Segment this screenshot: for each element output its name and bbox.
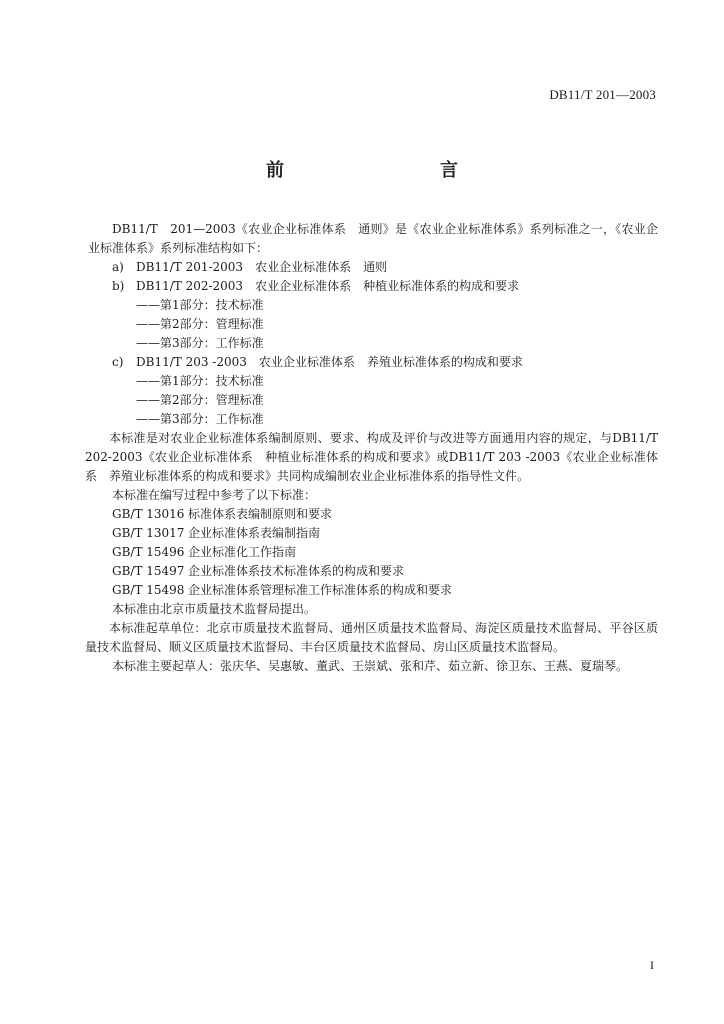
standard-code-header: DB11/T 201—2003 bbox=[549, 87, 656, 102]
reference-title: 企业标准体系管理标准工作标准体系的构成和要求 bbox=[188, 583, 453, 597]
page-title: 前 言 bbox=[266, 160, 498, 181]
reference-title: 标准体系表编制原则和要求 bbox=[188, 507, 333, 521]
page-number: I bbox=[650, 958, 654, 972]
item-text: DB11/T 202-2003 农业企业标准体系 种植业标准体系的构成和要求 bbox=[136, 279, 520, 293]
sub-item-c-1: ——第1部分：技术标准 bbox=[136, 374, 264, 388]
reference-code: GB/T 15498 bbox=[112, 583, 185, 597]
drafters-paragraph: 本标准主要起草人：张庆华、吴惠敏、董武、王崇斌、张和芹、茹立新、徐卫东、王燕、夏瑞琴。 bbox=[112, 659, 629, 673]
reference-item bbox=[88, 562, 658, 581]
item-marker: b) bbox=[112, 279, 125, 293]
reference-item bbox=[88, 505, 658, 524]
structure-item-a bbox=[88, 258, 658, 277]
reference-item bbox=[88, 581, 658, 600]
sub-item-c-2: ——第2部分：管理标准 bbox=[136, 393, 264, 407]
structure-item-c bbox=[88, 353, 658, 372]
sub-item-b-2: ——第2部分：管理标准 bbox=[136, 317, 264, 331]
scope-paragraph: 本标准是对农业企业标准体系编制原则、要求、构成及评价与改进等方面通用内容的规定，与DB11/T 202-2003《农业企业标准体系 种植业标准体系的构成和要求》或DB11/T 203 -2003《农业企业标准体系 养殖业标准体系的构成和要求》共同构成编制农业企业标准体系的指导性文件。 bbox=[85, 431, 658, 483]
reference-item bbox=[88, 524, 658, 543]
item-marker: c) bbox=[112, 355, 124, 369]
reference-code: GB/T 15497 bbox=[112, 564, 185, 578]
sub-item-b-1: ——第1部分：技术标准 bbox=[136, 298, 264, 312]
sub-item-b-3: ——第3部分：工作标准 bbox=[136, 336, 264, 350]
item-text: DB11/T 201-2003 农业企业标准体系 通则 bbox=[136, 260, 388, 274]
reference-title: 企业标准体系技术标准体系的构成和要求 bbox=[188, 564, 405, 578]
drafting-units-paragraph: 本标准起草单位：北京市质量技术监督局、通州区质量技术监督局、海淀区质量技术监督局、平谷区质量技术监督局、顺义区质量技术监督局、丰台区质量技术监督局、房山区质量技术监督局。 bbox=[85, 621, 658, 654]
foreword-body bbox=[85, 220, 658, 676]
sub-item-c-3: ——第3部分：工作标准 bbox=[136, 412, 264, 426]
reference-title: 企业标准化工作指南 bbox=[188, 545, 297, 559]
reference-title: 企业标准体系表编制指南 bbox=[188, 526, 321, 540]
proposer-paragraph: 本标准由北京市质量技术监督局提出。 bbox=[112, 602, 317, 616]
structure-item-b bbox=[88, 277, 658, 296]
reference-code: GB/T 13017 bbox=[112, 526, 185, 540]
reference-code: GB/T 15496 bbox=[112, 545, 185, 559]
item-marker: a) bbox=[112, 260, 124, 274]
reference-code: GB/T 13016 bbox=[112, 507, 185, 521]
item-text: DB11/T 203 -2003 农业企业标准体系 养殖业标准体系的构成和要求 bbox=[136, 355, 523, 369]
intro-paragraph: DB11/T 201—2003《农业企业标准体系 通则》是《农业企业标准体系》系列标准之一，《农业企业标准体系》系列标准结构如下： bbox=[88, 222, 658, 255]
reference-item bbox=[88, 543, 658, 562]
reference-intro: 本标准在编写过程中参考了以下标准： bbox=[112, 488, 317, 502]
